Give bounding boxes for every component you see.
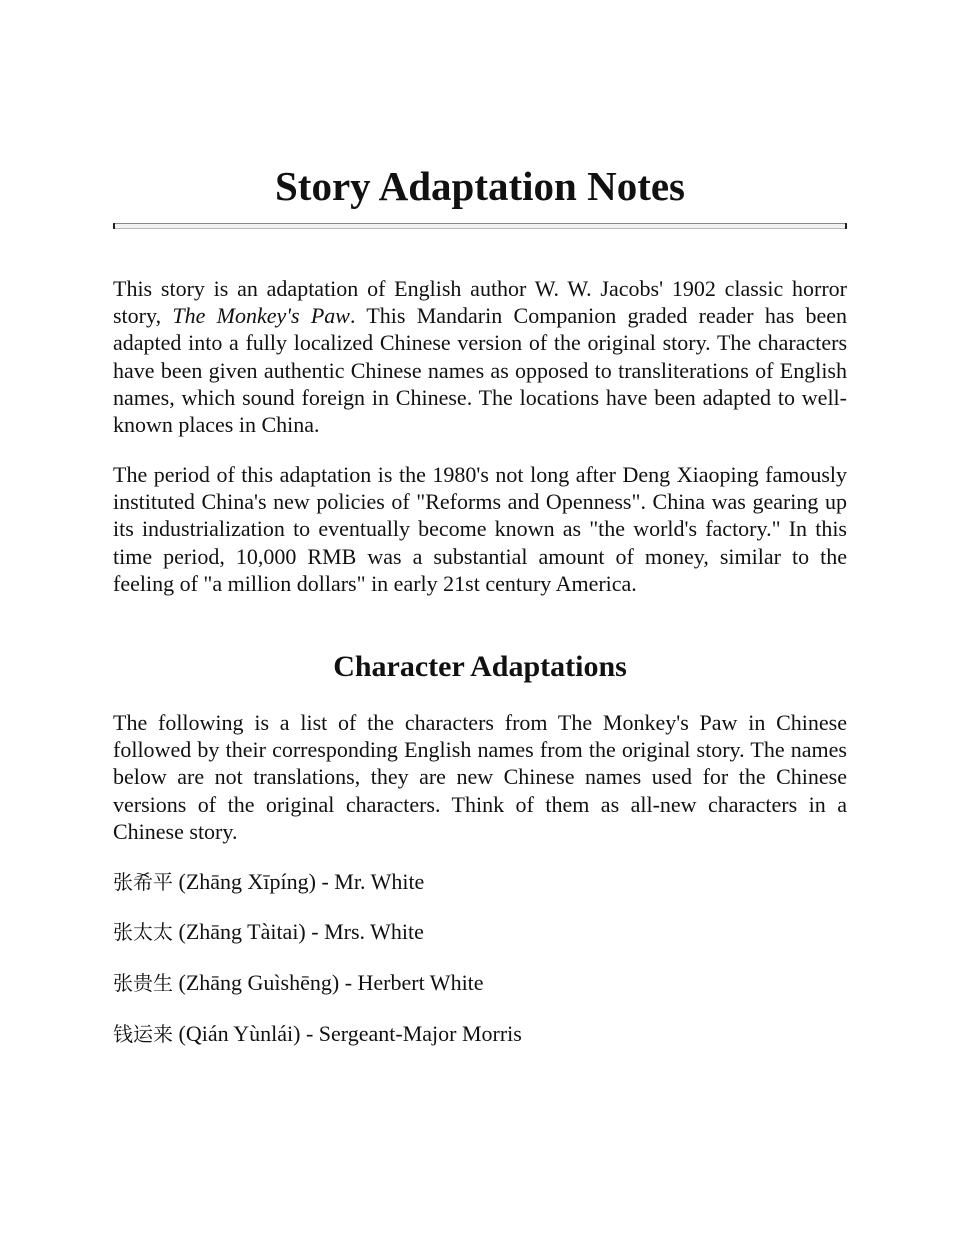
page-title: Story Adaptation Notes	[274, 163, 686, 209]
intro-text-end: . This Mandarin Companion graded reader has been adapted into a fully localized Chinese version of the original story. The characters have been given authentic Chinese names as opposed to transliterations of English names, which sound foreign in Chinese. The locations have been adapted to well-known places in China.	[113, 303, 847, 438]
chinese-name: 钱运来	[113, 1022, 173, 1046]
chinese-name: 张希平	[113, 870, 173, 894]
period-paragraph: The period of this adaptation is the 1980's not long after Deng Xiaoping famously instituted China's new policies of "Reforms and Openness". China was gearing up its industrialization to eventually become known as "the world's factory." In this time period, 10,000 RMB was a substantial amount of money, similar to the feeling of "a million dollars" in early 21st century America.	[113, 462, 847, 596]
intro-paragraph	[113, 275, 847, 438]
english-name: - Mrs. White	[311, 919, 424, 944]
section-intro-paragraph: The following is a list of the characters from The Monkey's Paw in Chinese followed by their corresponding English names from the original story. The names below are not translations, they are new Chinese names used for the Chinese versions of the original characters. Think of them as all-new characters in a Chinese story.	[113, 710, 847, 844]
title-divider	[113, 223, 847, 229]
intro-text-start: This story is an adaptation of English author W. W. Jacobs' 1902 classic horror story,	[113, 276, 847, 329]
section-heading: Character Adaptations	[333, 650, 627, 683]
chinese-name: 张贵生	[113, 971, 173, 995]
english-name: - Mr. White	[321, 869, 425, 894]
character-item	[113, 918, 424, 946]
character-item	[113, 1020, 522, 1048]
pinyin: (Zhāng Xīpíng)	[178, 869, 316, 894]
chinese-name: 张太太	[113, 920, 173, 944]
character-item	[113, 868, 424, 896]
pinyin: (Qián Yùnlái)	[178, 1021, 301, 1046]
pinyin: (Zhāng Tàitai)	[178, 919, 306, 944]
english-name: - Herbert White	[344, 970, 484, 995]
pinyin: (Zhāng Guìshēng)	[178, 970, 340, 995]
character-item	[113, 969, 484, 997]
english-name: - Sergeant-Major Morris	[305, 1021, 522, 1046]
story-title: The Monkey's Paw	[172, 303, 350, 329]
